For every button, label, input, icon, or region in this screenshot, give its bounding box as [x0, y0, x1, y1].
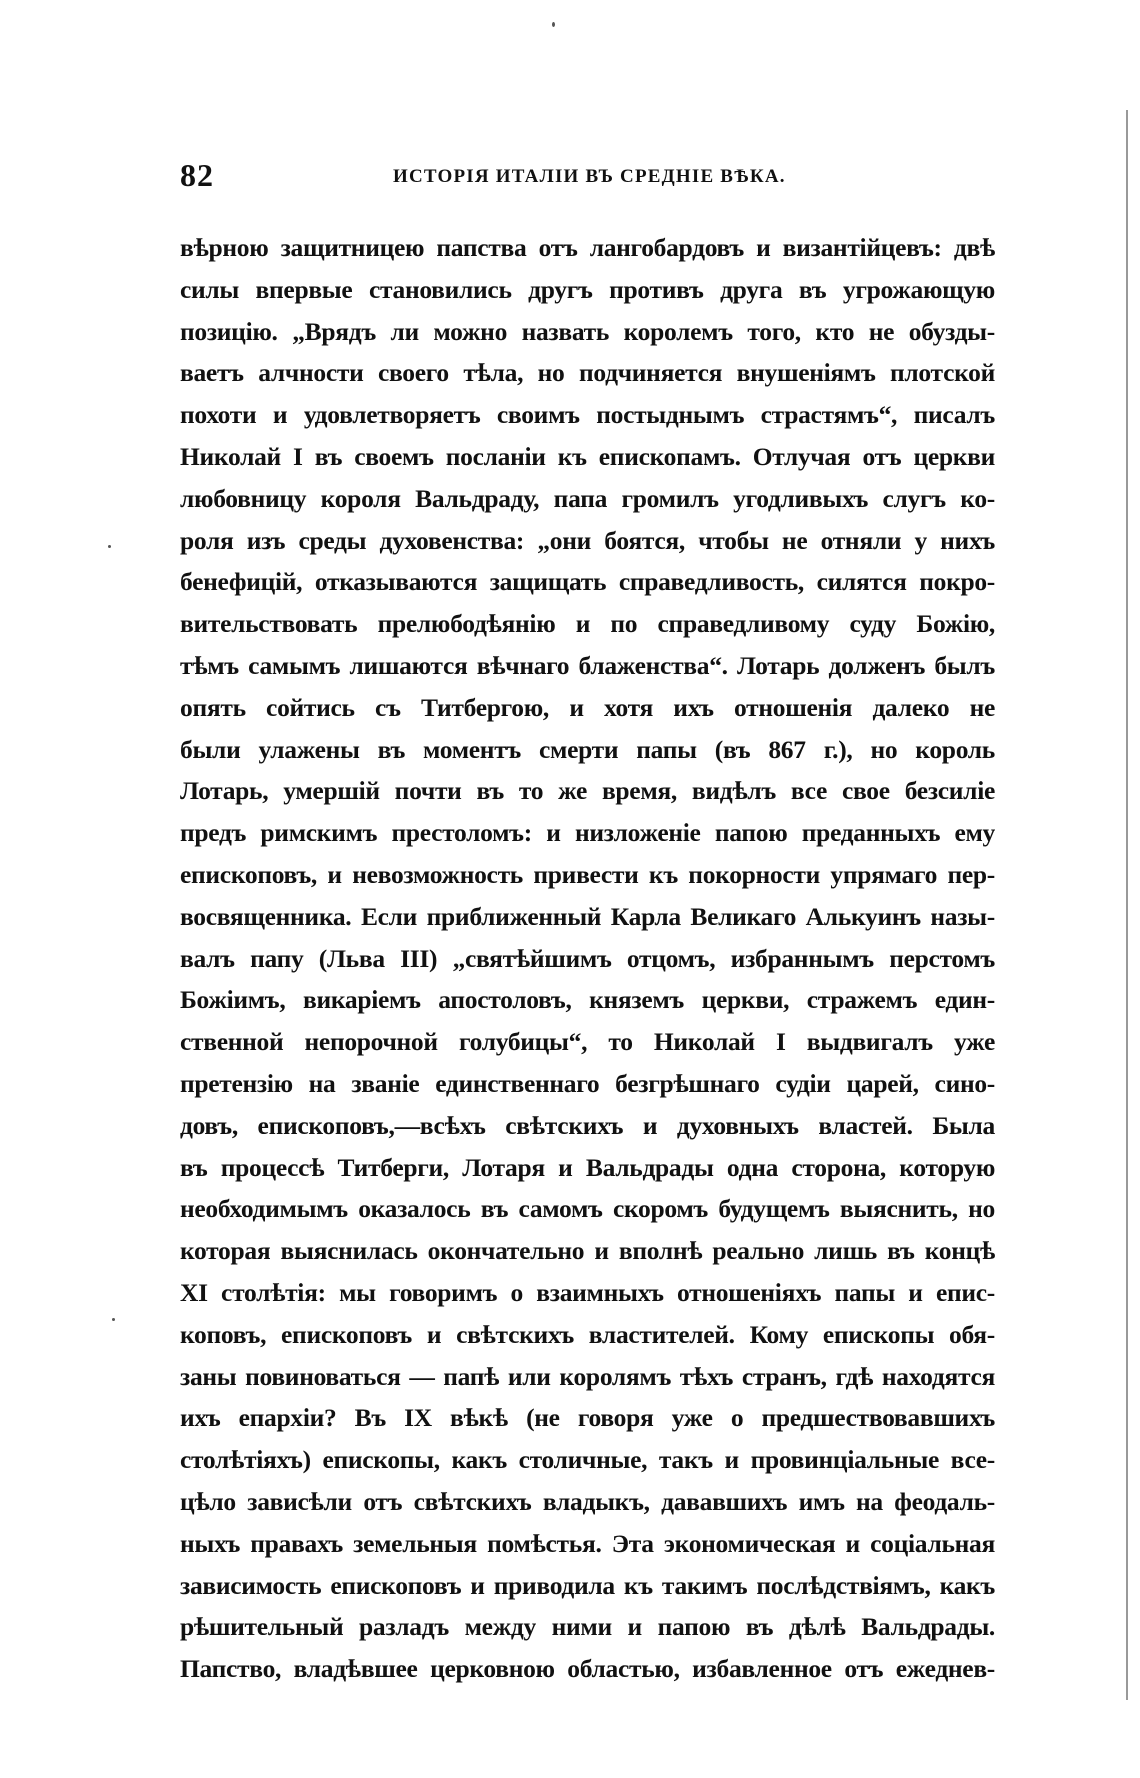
text-line: коповъ, епископовъ и свѣтскихъ властителей. Кому епископы обя-	[180, 1319, 995, 1349]
text-line: были улажены въ моментъ смерти папы (въ 867 г.), но король	[180, 734, 995, 764]
text-line: ныхъ правахъ земельныя помѣстья. Эта экономическая и соціальная	[180, 1528, 995, 1558]
text-line: столѣтіяхъ) епископы, какъ столичные, такъ и провинціальные все-	[180, 1445, 995, 1475]
text-line: восвященника. Если приближенный Карла Великаго Алькуинъ назы-	[180, 901, 995, 931]
text-line: вительствовать прелюбодѣянію и по справедливому суду Божію,	[180, 609, 995, 639]
text-line: необходимымъ оказалось въ самомъ скоромъ будущемъ выяснить, но	[180, 1194, 995, 1224]
scan-speck	[112, 1318, 115, 1321]
text-line: Лотарь, умершій почти въ то же время, видѣлъ все свое безсиліе	[180, 776, 995, 806]
text-line: любовницу короля Вальдраду, папа громилъ угодливыхъ слугъ ко-	[180, 483, 995, 513]
text-line: довъ, епископовъ,—всѣхъ свѣтскихъ и духовныхъ властей. Была	[180, 1110, 995, 1140]
text-line: ственной непорочной голубицы“, то Николай I выдвигалъ уже	[180, 1027, 995, 1057]
text-line: въ процессѣ Титберги, Лотаря и Вальдрады одна сторона, которую	[180, 1152, 995, 1182]
text-line: валъ папу (Льва III) „святѣйшимъ отцомъ, избраннымъ перстомъ	[180, 943, 995, 973]
text-line: силы впервые становились другъ противъ друга въ угрожающую	[180, 274, 995, 304]
text-line: ихъ епархіи? Въ IX вѣкѣ (не говоря уже о предшествовавшихъ	[180, 1403, 995, 1433]
running-title: ИСТОРІЯ ИТАЛІИ ВЪ СРЕДНІЕ ВѢКА.	[393, 166, 786, 187]
text-line: которая выяснилась окончательно и вполнѣ реально лишь въ концѣ	[180, 1236, 995, 1266]
text-line: позицію. „Врядъ ли можно назвать королемъ того, кто не обузды-	[180, 316, 995, 346]
text-line: претензію на званіе единственнаго безгрѣшнаго судіи царей, сино-	[180, 1068, 995, 1098]
scan-speck	[108, 545, 111, 548]
text-line: епископовъ, и невозможность привести къ покорности упрямаго пер-	[180, 859, 995, 889]
scan-speck	[552, 22, 555, 27]
text-line: ваетъ алчности своего тѣла, но подчиняется внушеніямъ плотской	[180, 358, 995, 388]
text-line: опять сойтись съ Титбергою, и хотя ихъ отношенія далеко не	[180, 692, 995, 722]
text-line: похоти и удовлетворяетъ своимъ постыднымъ страстямъ“, писалъ	[180, 400, 995, 430]
text-line: зависимость епископовъ и приводила къ такимъ послѣдствіямъ, какъ	[180, 1570, 995, 1600]
text-line: рѣшительный разладъ между ними и папою въ дѣлѣ Вальдрады.	[180, 1612, 995, 1642]
text-line: роля изъ среды духовенства: „они боятся, чтобы не отняли у нихъ	[180, 525, 995, 555]
text-line: XI столѣтія: мы говоримъ о взаимныхъ отношеніяхъ папы и епис-	[180, 1277, 995, 1307]
body-text	[180, 227, 995, 1690]
text-line: заны повиноваться — папѣ или королямъ тѣхъ странъ, гдѣ находятся	[180, 1361, 995, 1391]
text-line: предъ римскимъ престоломъ: и низложеніе папою преданныхъ ему	[180, 818, 995, 848]
page-edge-shadow	[1126, 110, 1128, 1700]
text-line: тѣмъ самымъ лишаются вѣчнаго блаженства“. Лотарь долженъ былъ	[180, 650, 995, 680]
text-line: Николай I въ своемъ посланіи къ епископамъ. Отлучая отъ церкви	[180, 441, 995, 471]
text-line: бенефицій, отказываются защищать справедливость, силятся покро-	[180, 567, 995, 597]
text-line: вѣрною защитницею папства отъ лангобардовъ и византійцевъ: двѣ	[180, 233, 995, 262]
text-line: Божіимъ, викаріемъ апостоловъ, княземъ церкви, стражемъ един-	[180, 985, 995, 1015]
text-line: Папство, владѣвшее церковною областью, избавленное отъ ежеднев-	[180, 1654, 995, 1684]
text-line: цѣло зависѣли отъ свѣтскихъ владыкъ, дававшихъ имъ на феодаль-	[180, 1486, 995, 1516]
page-number: 82	[180, 157, 214, 193]
running-head	[180, 157, 995, 193]
